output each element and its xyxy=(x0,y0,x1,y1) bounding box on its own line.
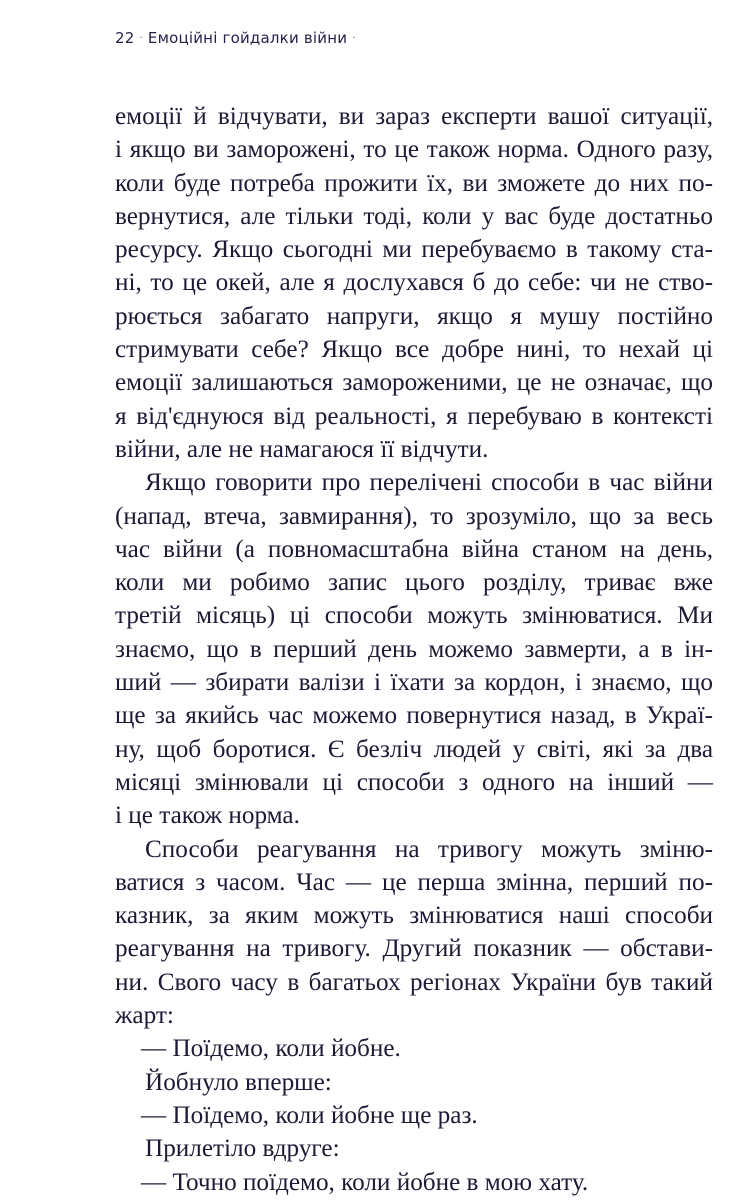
text-line: ресурсу. Якщо сьогодні ми перебуваємо в такому ста- xyxy=(115,236,713,264)
text-line: Якщо говорити про перелічені способи в час війни xyxy=(145,469,713,497)
book-title: Емоційні гойдалки війни xyxy=(147,29,348,47)
text-line: ни. Свого часу в багатьох регіонах України був такий xyxy=(115,968,713,996)
text-line: рюється забагато напруги, якщо я мушу постійно xyxy=(115,302,713,330)
text-line: казник, за яким можуть змінюватися наші способи xyxy=(115,902,713,930)
text-line: я від'єднуюся від реальності, я перебуваю в контексті xyxy=(115,402,713,430)
header-trailing-separator: · xyxy=(352,33,356,44)
dialog-line: — Точно поїдемо, коли йобне в мою хату. xyxy=(141,1168,589,1196)
text-line: жарт: xyxy=(115,1002,174,1030)
text-line: знаємо, що в перший день можемо завмерти, а в ін- xyxy=(115,635,713,663)
body-text xyxy=(115,100,713,1199)
paragraph-3 xyxy=(115,833,713,1033)
text-line: коли ми робимо запис цього розділу, триває вже xyxy=(115,569,713,597)
text-line: ні, то це окей, але я дослухався б до себе: чи не ство- xyxy=(115,269,713,297)
text-line: третій місяць) ці способи можуть змінюватися. Ми xyxy=(115,602,713,630)
page-number: 22 xyxy=(115,29,135,47)
text-line: ще за якийсь час можемо повернутися назад, в Украї- xyxy=(115,702,713,730)
text-line: ну, щоб боротися. Є безліч людей у світі, які за два xyxy=(115,735,713,763)
paragraph-2 xyxy=(115,466,713,832)
text-line: Способи реагування на тривогу можуть зміню- xyxy=(145,835,713,863)
text-line: місяці змінювали ці способи з одного на інший — xyxy=(115,768,713,796)
text-line: коли буде потреба прожити їх, ви зможете до них по- xyxy=(115,169,713,197)
text-line: війни, але не намагаюся її відчути. xyxy=(115,435,489,463)
dialog-line: — Поїдемо, коли йобне. xyxy=(141,1035,401,1063)
text-line: час війни (а повномасштабна війна станом на день, xyxy=(115,535,713,563)
text-line: ший — збирати валізи і їхати за кордон, і знаємо, що xyxy=(115,669,713,697)
narration-line: Йобнуло вперше: xyxy=(145,1068,332,1096)
text-line: ватися з часом. Час — це перша змінна, перший по- xyxy=(115,868,713,896)
text-line: (напад, втеча, завмирання), то зрозуміло, що за весь xyxy=(115,502,713,530)
paragraph-1 xyxy=(115,100,713,466)
header-separator: · xyxy=(139,33,143,44)
narration-line: Прилетіло вдруге: xyxy=(145,1135,340,1163)
text-line: емоції залишаються замороженими, це не означає, що xyxy=(115,369,713,397)
running-header xyxy=(115,29,361,47)
text-line: реагування на тривогу. Другий показник — обстави- xyxy=(115,935,713,963)
text-line: і це також норма. xyxy=(115,802,300,830)
text-line: і якщо ви заморожені, то це також норма. Одного разу, xyxy=(115,136,713,164)
text-line: вернутися, але тільки тоді, коли у вас буде достатньо xyxy=(115,202,713,230)
joke-dialogue xyxy=(115,1032,713,1198)
text-line: емоції й відчувати, ви зараз експерти вашої ситуації, xyxy=(115,103,713,130)
text-line: стримувати себе? Якщо все добре нині, то нехай ці xyxy=(115,336,713,364)
dialog-line: — Поїдемо, коли йобне ще раз. xyxy=(141,1101,478,1129)
